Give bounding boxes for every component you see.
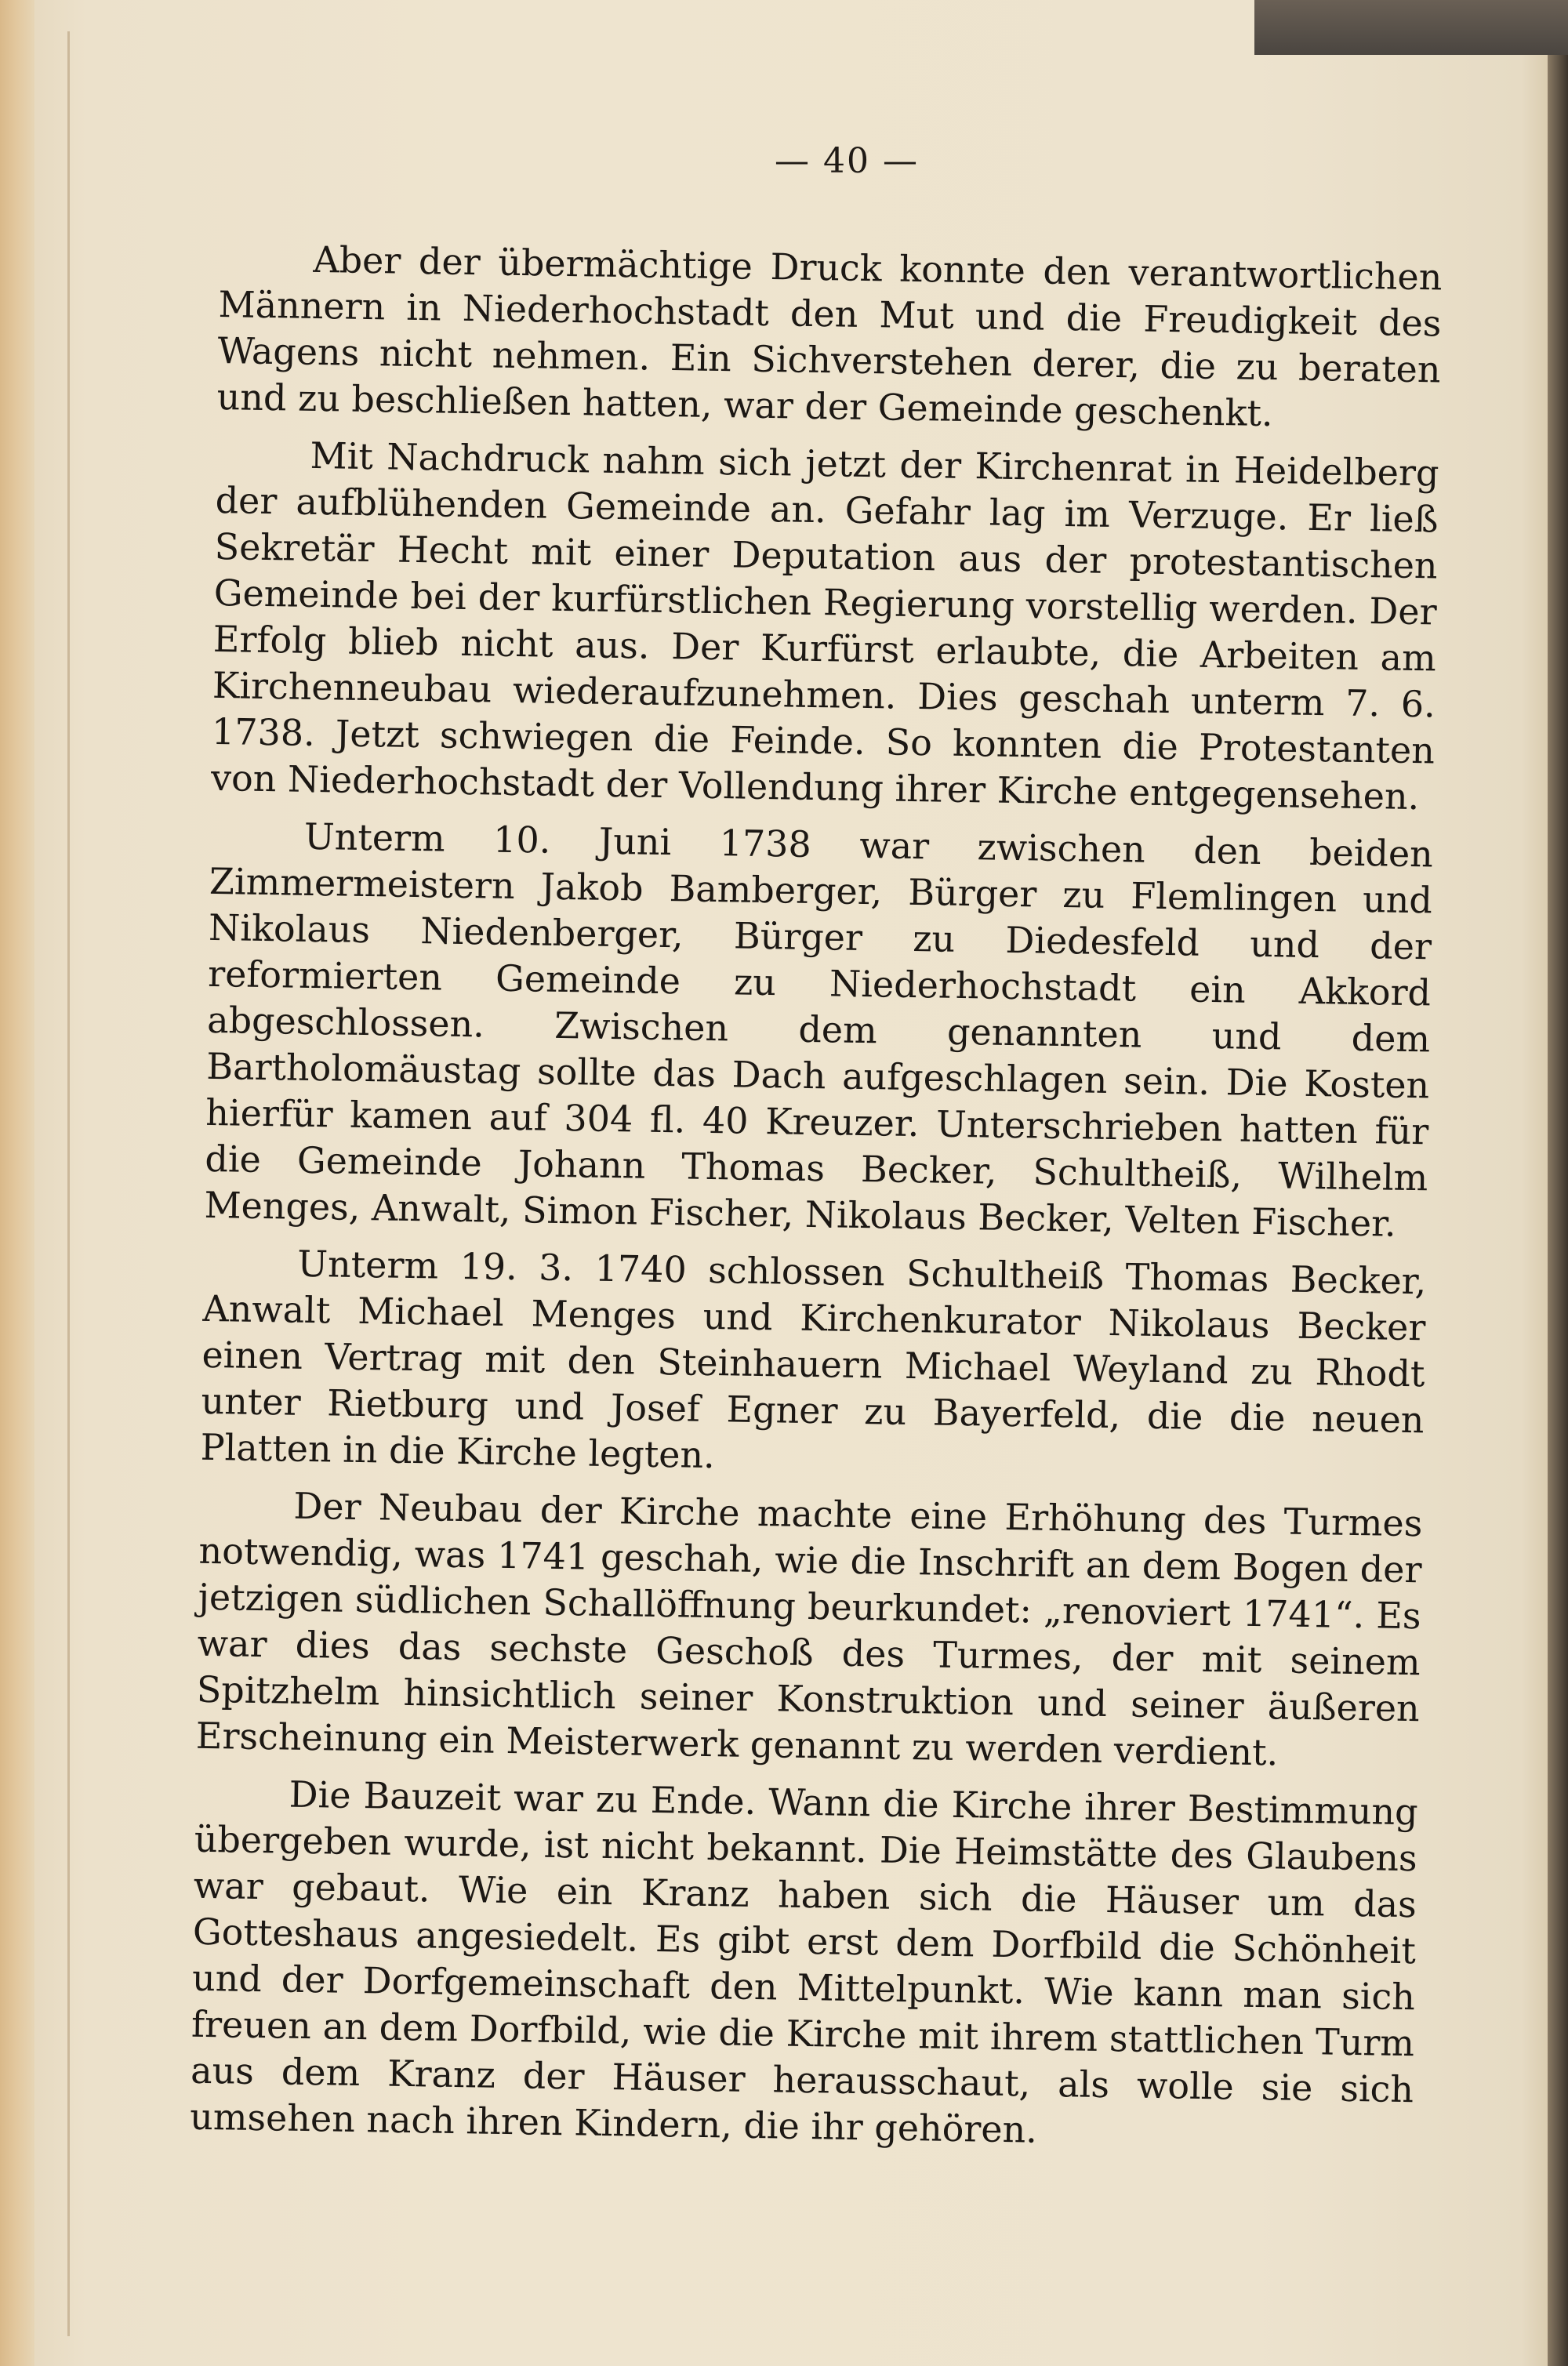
body-text [190, 235, 1443, 2170]
page-binding-edge [0, 0, 34, 2366]
page-fold-line [67, 31, 70, 2336]
paragraph: Unterm 19. 3. 1740 schlossen Schultheiß Thomas Becker, Anwalt Michael Menges und Kirchenkurator Nikolaus Becker einen Vertrag mit den Steinhauern Michael Weyland zu Rhodt unter Rietburg und Josef Egner zu Bayerfeld, die die neuen Platten in die Kirche legten. [200, 1242, 1427, 1477]
paragraph: Der Neubau der Kirche machte eine Erhöhung des Turmes notwendig, was 1741 geschah, wie die Inschrift an dem Bogen der jetzigen südlichen Schallöffnung beurkundet: „renoviert 1741“. Es war dies das sechste Geschoß des Turmes, der mit seinem Spitzhelm hinsichtlich seiner Konstruktion und seiner äußeren Erscheinung ein Meisterwerk genannt zu werden verdient. [195, 1484, 1423, 1774]
paragraph: Unterm 10. Juni 1738 war zwischen den beiden Zimmermeistern Jakob Bamberger, Bürger zu Flemlingen und Nikolaus Niedenberger, Bürger zu Diedesfeld und der reformierten Gemeinde zu Niederhochstadt ein Akkord abgeschlossen. Zwischen dem genannten und dem Bartholomäustag sollte das Dach aufgeschlagen sein. Die Kosten hierfür kamen auf 304 fl. 40 Kreuzer. Unterschrieben hatten für die Gemeinde Johann Thomas Becker, Schultheiß, Wilhelm Menges, Anwalt, Simon Fischer, Nikolaus Becker, Velten Fischer. [204, 815, 1434, 1245]
paragraph: Mit Nachdruck nahm sich jetzt der Kirchenrat in Heidelberg der aufblühenden Gemeinde an. Gefahr lag im Verzuge. Er ließ Sekretär Hecht mit einer Deputation aus der protestantischen Gemeinde bei der kurfürstlichen Regierung vorstellig werden. Der Erfolg blieb nicht aus. Der Kurfürst erlaubte, die Arbeiten am Kirchenneubau wiederaufzunehmen. Dies geschah unterm 7. 6. 1738. Jetzt schwiegen die Feinde. So konnten die Protestanten von Niederhochstadt der Vollendung ihrer Kirche entgegensehen. [210, 434, 1439, 818]
paragraph: Die Bauzeit war zu Ende. Wann die Kirche ihrer Bestimmung übergeben wurde, ist nicht bekannt. Die Heimstätte des Glaubens war gebaut. Wie ein Kranz haben sich die Häuser um das Gotteshaus angesiedelt. Es gibt erst dem Dorfbild die Schönheit und der Dorfgemeinschaft den Mittelpunkt. Wie kann man sich freuen an dem Dorfbild, wie die Kirche mit ihrem stattlichen Turm aus dem Kranz der Häuser herausschaut, als wolle sie sich umsehen nach ihren Kindern, die ihr gehören. [189, 1773, 1419, 2151]
page-number: — 40 — [775, 141, 919, 181]
page-right-shadow [1548, 47, 1568, 2366]
scanner-corner [1254, 0, 1568, 55]
paragraph: Aber der übermächtige Druck konnte den verantwortlichen Männern in Niederhochstadt den Mut und die Freudigkeit des Wagens nicht nehmen. Ein Sichverstehen derer, die zu beraten und zu beschließen hatten, war der Gemeinde geschenkt. [216, 238, 1443, 435]
